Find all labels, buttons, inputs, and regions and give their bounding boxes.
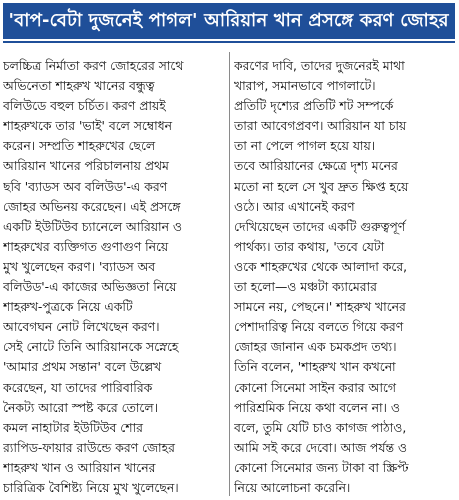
article-text-line: করেছেন, যা তাদের পারিবারিক — [3, 379, 153, 395]
article-text-line: নৈকট্য আরো স্পষ্ট করে তোলে। — [3, 399, 158, 415]
article-text-line: বলিউড'-এ কাজের অভিজ্ঞতা নিয়ে — [3, 279, 177, 295]
article-text-line: কোনো সিনেমা সাইন করার আগে — [234, 379, 396, 395]
article-text-line: র‍্যাপিড-ফায়ার রাউন্ডে করণ জোহর — [3, 439, 175, 455]
article-text-line: চারিত্রিক বৈশিষ্ট্য নিয়ে মুখ খুলেছেন। — [3, 479, 179, 495]
article-text-line: কমল নাহাটার ইউটিউব শোর — [3, 419, 143, 435]
article-column-right — [234, 56, 456, 496]
article-text-line: ওঠে। আর এখানেই করণ — [234, 198, 355, 214]
article-text-line: শাহরুখ খান ও আরিয়ান খানের — [3, 459, 156, 475]
article-text-line: আরিয়ান খানের পরিচালনায় প্রথম — [3, 158, 169, 174]
article-text-line: নিয়ে আলোচনা করেনি। — [234, 479, 351, 495]
article-text-line: সামনে নয়, পেছনে।' শাহরুখ খানের — [234, 299, 406, 315]
article-text-line: পেশাদারিত্ব নিয়ে বলতে গিয়ে করণ — [234, 319, 404, 335]
article-text-line: আবেগঘন নোট লিখেছেন করণ। — [3, 319, 160, 335]
article-text-line: শাহরুখ-পুত্রকে নিয়ে একটি — [3, 299, 133, 315]
article-text-line: করেন। সম্প্রতি শাহরুখের ছেলে — [3, 138, 156, 154]
article-text-line: তবে আরিয়ানের ক্ষেত্রে দৃশ্য মনের — [234, 158, 398, 174]
article-text-line: জোহর অভিনয় করেছেন। এই প্রসঙ্গে — [3, 198, 181, 214]
article-text-line: শাহরুখের ব্যক্তিগত গুণাগুণ নিয়ে — [3, 238, 169, 254]
article-headline: 'বাপ-বেটা দুজনেই পাগল' আরিয়ান খান প্রসঙ্গে করণ জোহর — [3, 3, 455, 39]
column-divider — [229, 52, 230, 496]
article-text-line: পারিশ্রমিক নিয়ে কথা বলেন না। ও — [234, 399, 400, 415]
article-text-line: অভিনেতা শাহরুখ খানের বন্ধুত্ব — [3, 78, 155, 94]
article-text-line: বলিউডে বহুল চর্চিত। করণ প্রায়ই — [3, 98, 166, 114]
article-text-line: তা হলো—ও মঞ্চটা ক্যামেরার — [234, 279, 377, 295]
article-text-line: কোনো সিনেমার জন্য টাকা বা স্ক্রিপ্ট — [234, 459, 409, 475]
article-text-line: করণের দাবি, তাদের দুজনেরই মাথা — [234, 58, 405, 73]
article-text-line: একটি ইউটিউব চ্যানেলে আরিয়ান ও — [3, 218, 182, 234]
article-text-line: প্রতিটি দৃশ্যের প্রতিটি শট সম্পর্কে — [234, 98, 394, 114]
headline-underline — [3, 41, 455, 43]
article-text-line: তারা আবেগপ্রবণ। আরিয়ান যা চায় — [234, 118, 407, 134]
article-text-line: দেখিয়েছেন তাদের একটি গুরুত্বপূর্ণ — [234, 218, 406, 234]
article-column-left — [3, 56, 225, 496]
article-text-line: বলে, তুমি যেটি চাও কাগজ পাঠাও, — [234, 419, 407, 435]
article-text-line: ওকে শাহরুখের থেকে আলাদা করে, — [234, 258, 408, 274]
article-text-line: জোহর জানান এক চমকপ্রদ তথ্য। — [234, 339, 397, 355]
article-text-line: চলচ্চিত্র নির্মাতা করণ জোহরের সাথে — [3, 58, 184, 73]
article-text-line: তিনি বলেন, 'শাহরুখ খান কখনো — [234, 359, 396, 375]
article-text-line: মতো না হলে সে খুব দ্রুত ক্ষিপ্ত হয়ে — [234, 178, 409, 194]
article-text-line: তা না পেলে পাগল হয়ে যায়। — [234, 138, 376, 154]
article-text-line: ছবি 'ব্যাডস অব বলিউড'-এ করণ — [3, 178, 168, 194]
article-text-line: পার্থক্য। তার কথায়, 'তবে যেটা — [234, 238, 385, 254]
article-text-line: সেই নোটে তিনি আরিয়ানকে সস্নেহে — [3, 339, 179, 355]
article-text-line: শাহরুখকে তার 'ভাই' বলে সম্বোধন — [3, 118, 173, 134]
article-text-line: আমি সই করে দেবো। আজ পর্যন্ত ও — [234, 439, 408, 455]
article-text-line: খারাপ, সমানভাবে পাগলাটে। — [234, 78, 376, 94]
article-text-line: মুখ খুলেছেন করণ। 'ব্যাডস অব — [3, 258, 156, 274]
article-text-line: 'আমার প্রথম সন্তান' বলে উল্লেখ — [3, 359, 162, 375]
